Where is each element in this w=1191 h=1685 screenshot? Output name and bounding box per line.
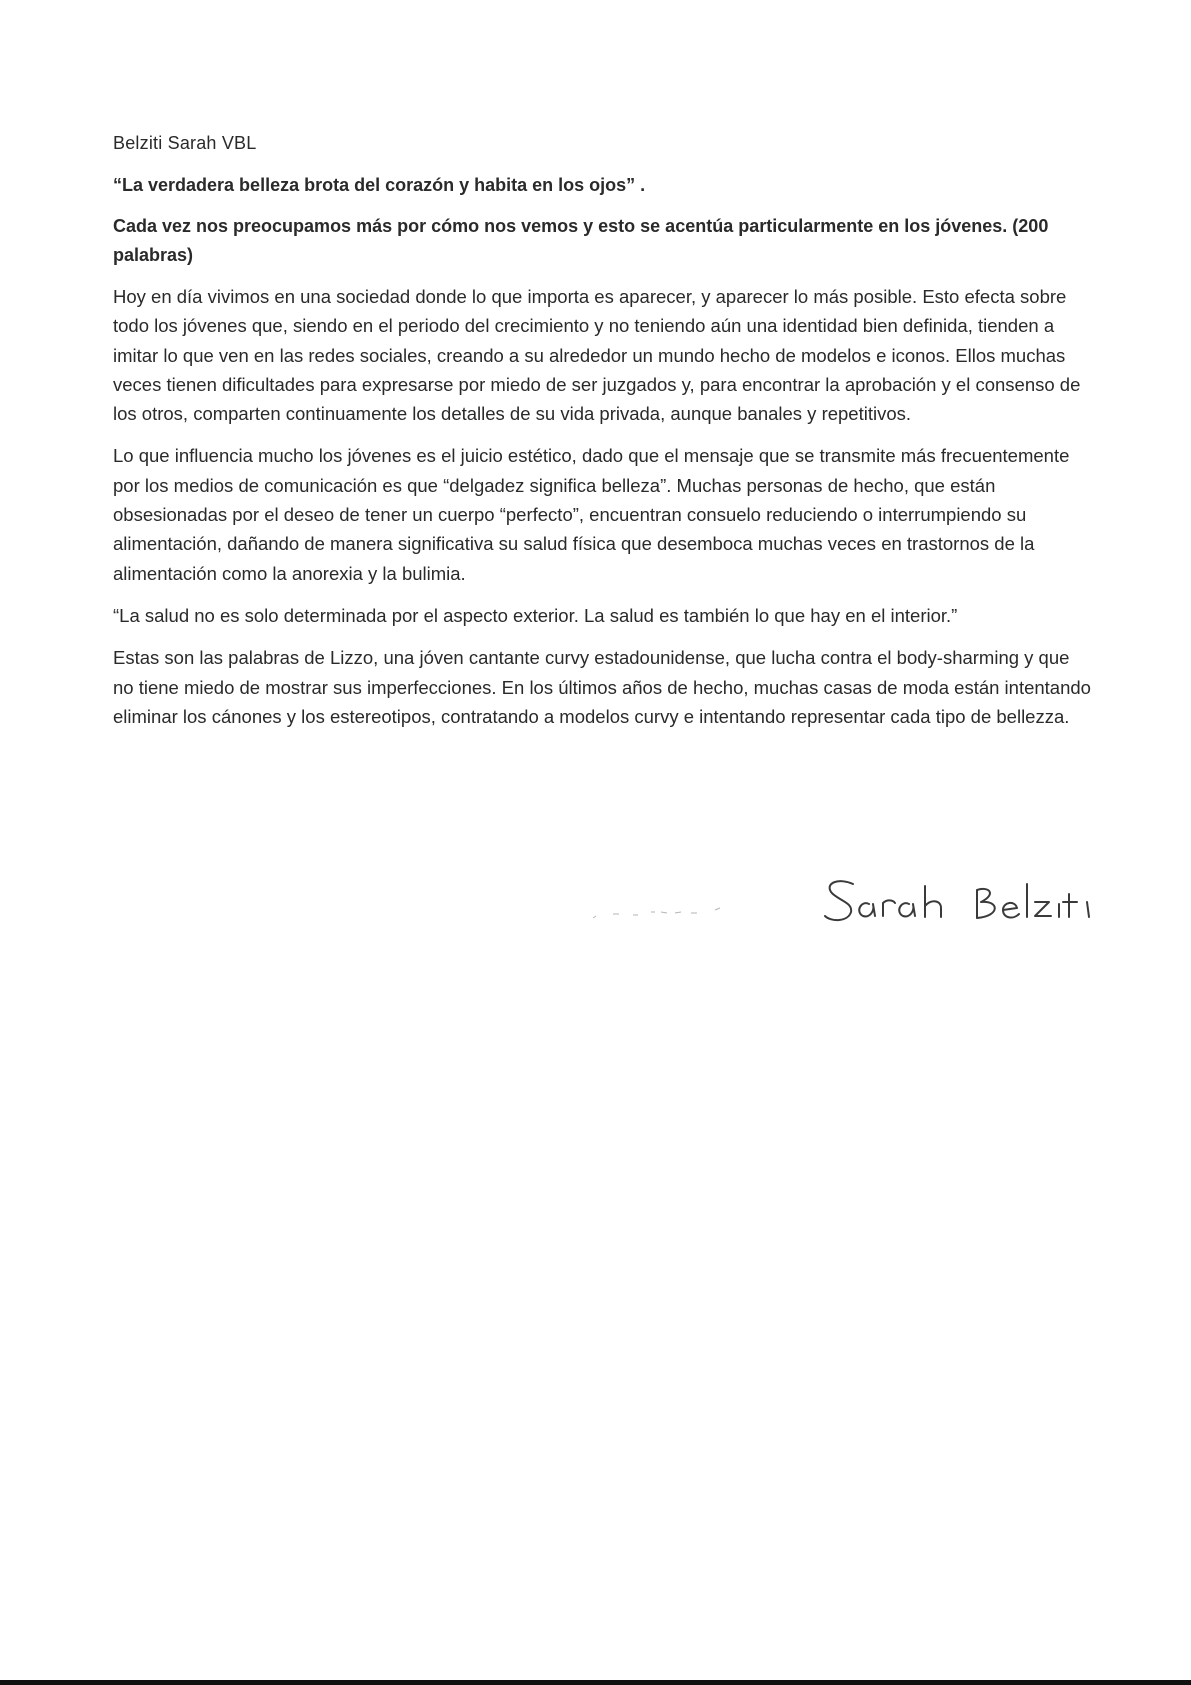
author-line: Belziti Sarah VBL — [113, 133, 257, 153]
page-bottom-edge — [0, 1680, 1191, 1685]
quote-title: “La verdadera belleza brota del corazón y habita en los ojos” . — [113, 175, 646, 195]
handwritten-signature — [585, 872, 1105, 932]
document-body — [113, 128, 1093, 744]
paragraph-3: Estas son las palabras de Lizzo, una jóven cantante curvy estadounidense, que lucha contra el body-sharming y que no tiene miedo de mostrar sus imperfecciones. En los últimos años de hecho, muchas casas de moda están intentando eliminar los cánones y los estereotipos, contratando a modelos curvy e intentando representar cada tipo de bellezza. — [113, 647, 1091, 727]
paragraph-1: Hoy en día vivimos en una sociedad donde lo que importa es aparecer, y aparecer lo más posible. Esto efecta sobre todo los jóvenes que, siendo en el periodo del crecimiento y no teniendo aún una identidad bien definida, tienden a imitar lo que ven en las redes sociales, creando a su alrededor un mundo hecho de modelos e iconos. Ellos muchas veces tienen dificultades para expresarse por miedo de ser juzgados y, para encontrar la aprobación y el consenso de los otros, comparten continuamente los detalles de su vida privada, aunque banales y repetitivos. — [113, 286, 1081, 425]
paragraph-2: Lo que influencia mucho los jóvenes es el juicio estético, dado que el mensaje que se transmite más frecuentemente por los medios de comunicación es que “delgadez significa belleza”. Muchas personas de hecho, que están obsesionadas por el deseo de tener un cuerpo “perfecto”, encuentran consuelo reduciendo o interrumpiendo su alimentación, dañando de manera significativa su salud física que desemboca muchas veces en trastornos de la alimentación como la anorexia y la bulimia. — [113, 445, 1070, 584]
essay-prompt: Cada vez nos preocupamos más por cómo nos vemos y esto se acentúa particularmente en los jóvenes. (200 palabras) — [113, 216, 1049, 265]
signature-drawing — [585, 872, 1105, 932]
paragraph-quote: “La salud no es solo determinada por el aspecto exterior. La salud es también lo que hay en el interior.” — [113, 604, 958, 626]
